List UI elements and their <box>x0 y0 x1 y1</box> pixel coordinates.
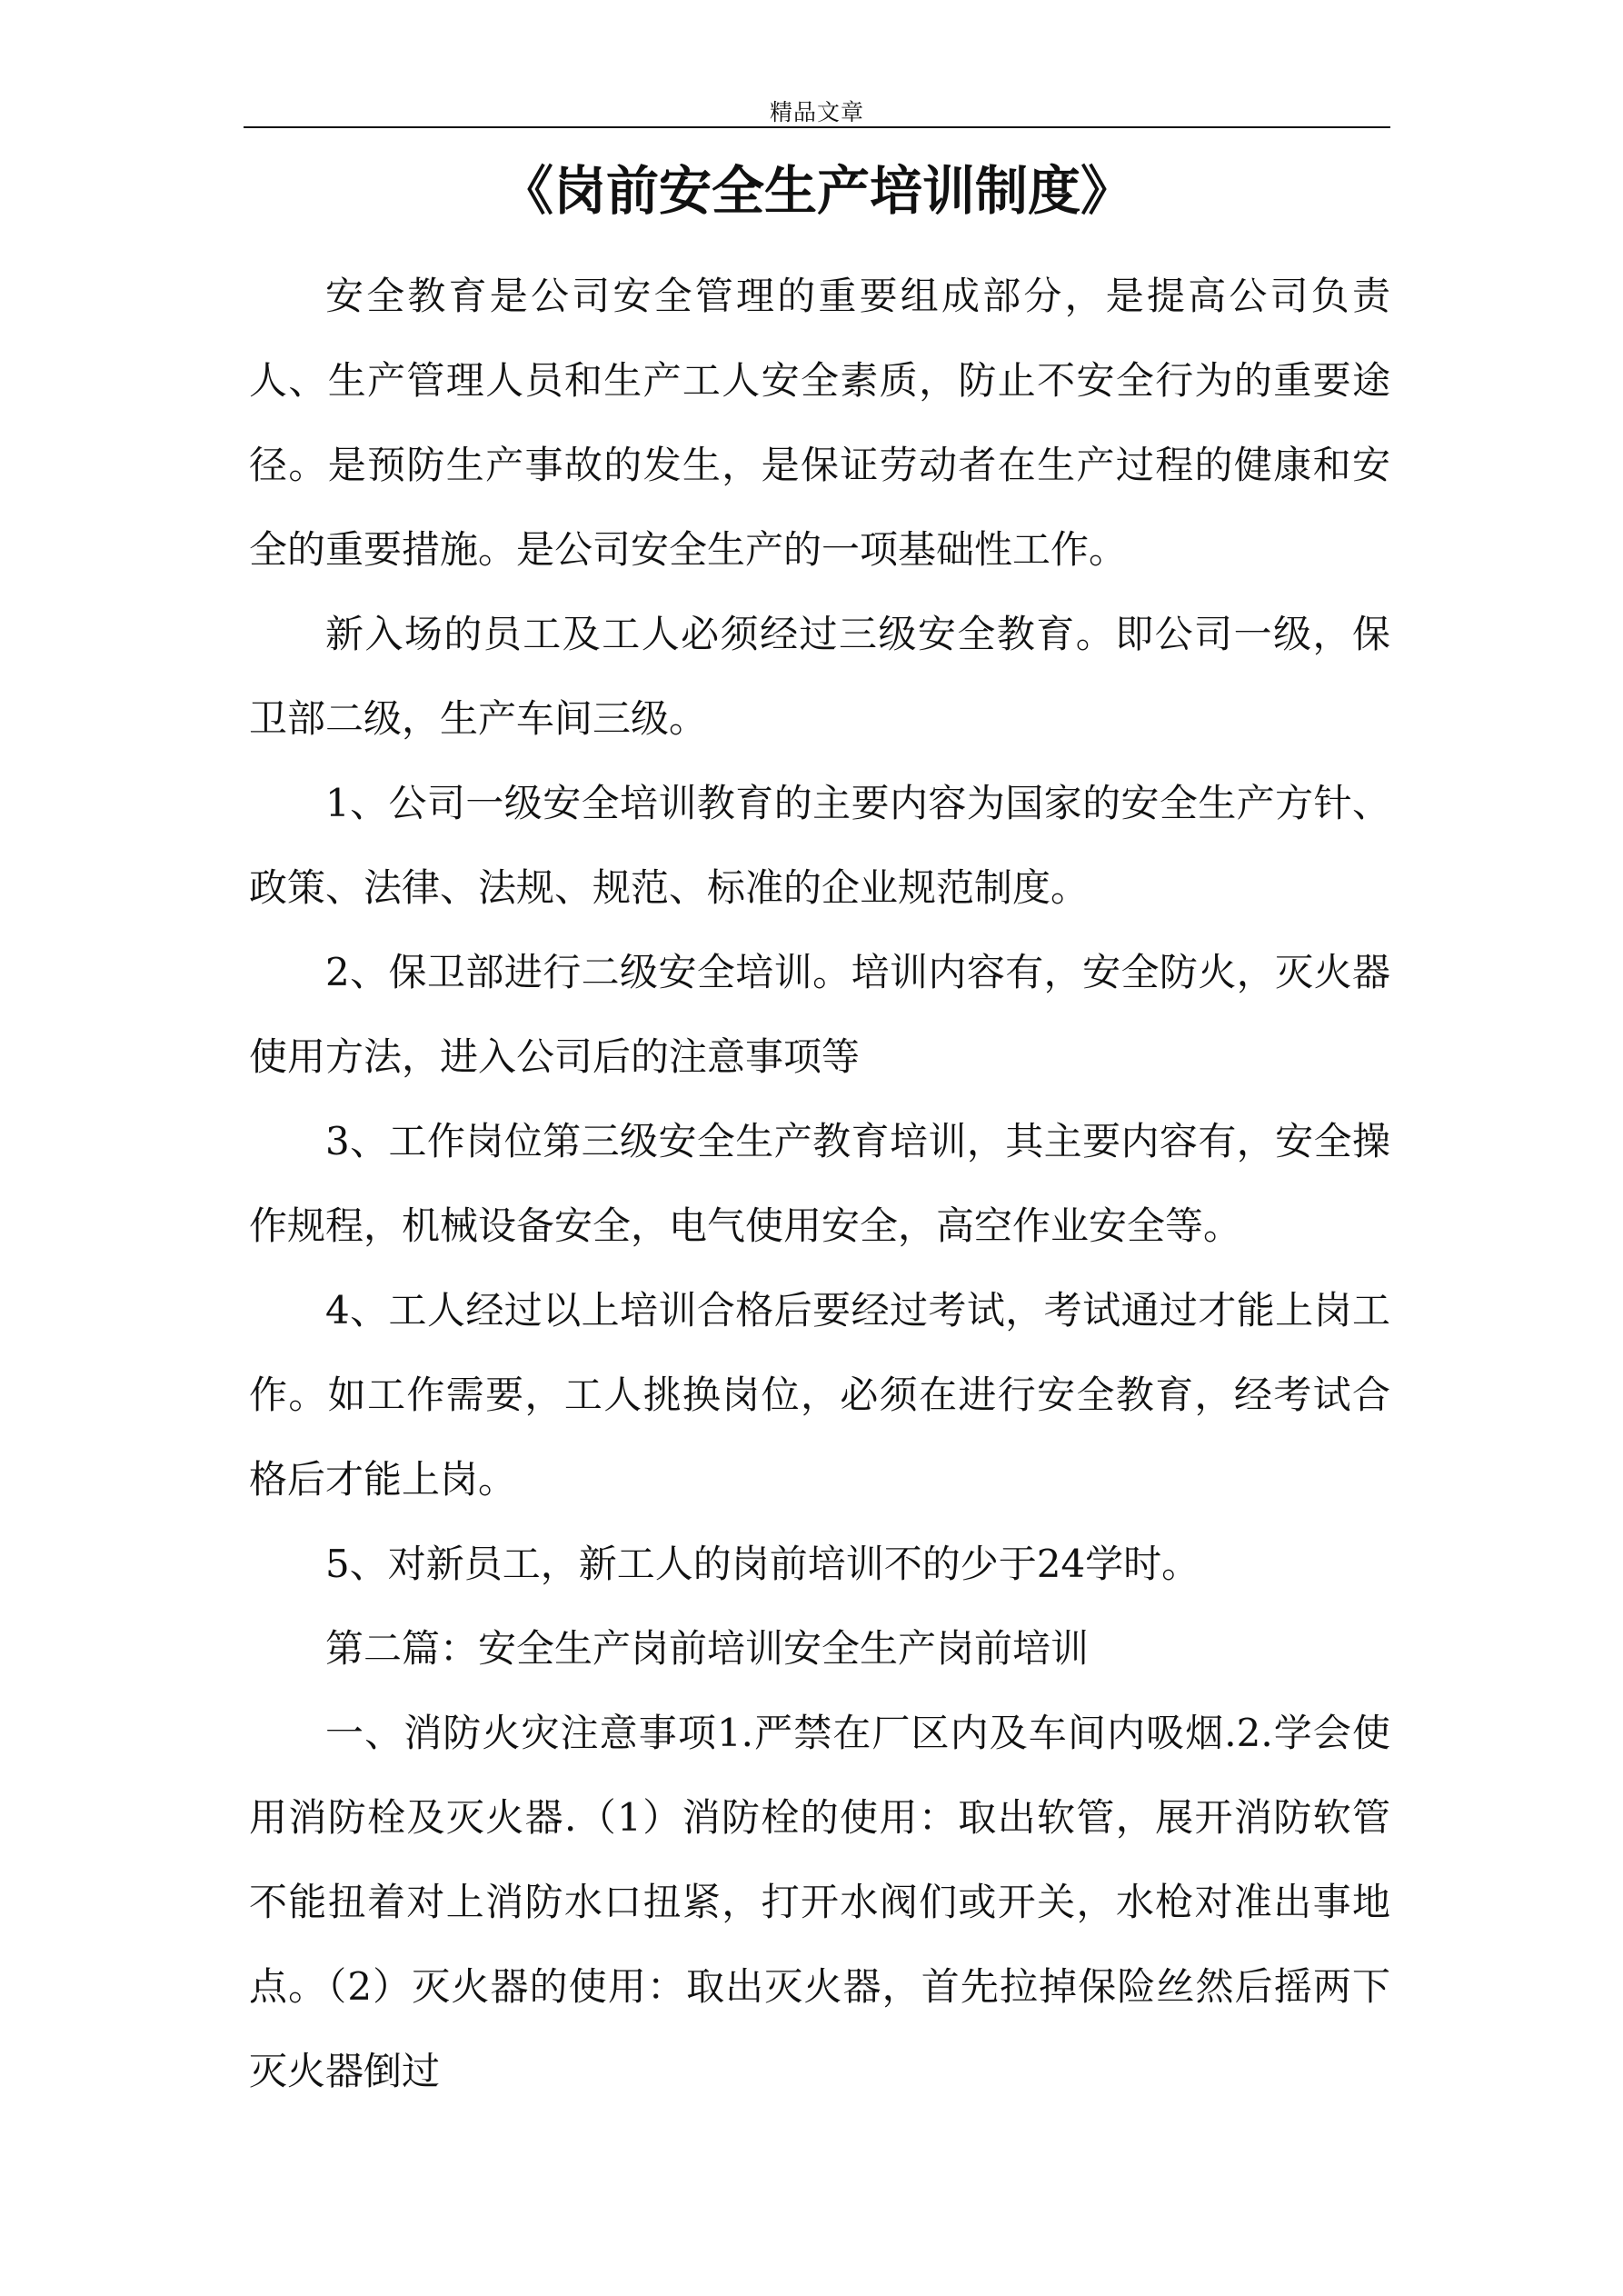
paragraph: 1、公司一级安全培训教育的主要内容为国家的安全生产方针、政策、法律、法规、规范、标准的企业规范制度。 <box>249 781 1390 910</box>
header-divider <box>244 126 1390 128</box>
section-heading: 第二篇：安全生产岗前培训安全生产岗前培训 <box>325 1626 1090 1671</box>
paragraph: 一、消防火灾注意事项1.严禁在厂区内及车间内吸烟.2.学会使用消防栓及灭火器.（1）消防栓的使用：取出软管，展开消防软管不能扭着对上消防水口扭紧，打开水阀们或开关，水枪对准出事地点。（2）灭火器的使用：取出灭火器，首先拉掉保险丝然后摇两下灭火器倒过 <box>249 1711 1390 2093</box>
paragraph: 3、工作岗位第三级安全生产教育培训，其主要内容有，安全操作规程，机械设备安全，电气使用安全，高空作业安全等。 <box>249 1119 1390 1248</box>
paragraph: 4、工人经过以上培训合格后要经过考试，考试通过才能上岗工作。如工作需要，工人挑换岗位，必须在进行安全教育，经考试合格后才能上岗。 <box>249 1288 1390 1502</box>
paragraph: 2、保卫部进行二级安全培训。培训内容有，安全防火，灭火器使用方法，进入公司后的注意事项等 <box>249 950 1390 1079</box>
document-body <box>249 254 1390 2113</box>
page-header: 精品文章 <box>769 99 864 125</box>
paragraph: 安全教育是公司安全管理的重要组成部分，是提高公司负责人、生产管理人员和生产工人安全素质，防止不安全行为的重要途径。是预防生产事故的发生，是保证劳动者在生产过程的健康和安全的重要措施。是公司安全生产的一项基础性工作。 <box>249 274 1390 572</box>
paragraph: 5、对新员工，新工人的岗前培训不的少于24学时。 <box>325 1542 1200 1586</box>
document-title: 《岗前安全生产培训制度》 <box>500 160 1133 222</box>
paragraph: 新入场的员工及工人必须经过三级安全教育。即公司一级，保卫部二级，生产车间三级。 <box>249 612 1390 741</box>
